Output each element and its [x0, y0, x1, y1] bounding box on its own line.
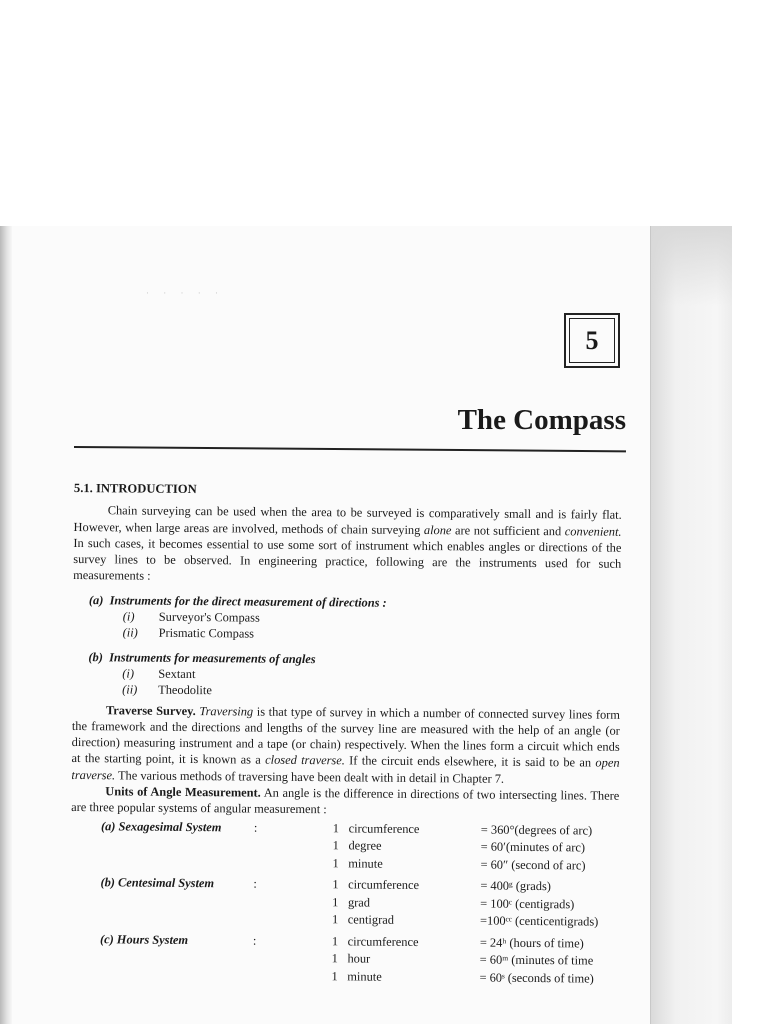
item-text: Surveyor's Compass [158, 609, 260, 625]
traverse-paragraph [71, 702, 620, 788]
item-number: (i) [122, 666, 135, 681]
chapter-number: 5 [569, 318, 615, 363]
group-a-title: Instruments for the direct measurement of directions : [109, 593, 387, 610]
units-paragraph [71, 783, 619, 820]
section-number: 5.1. [73, 480, 93, 496]
unit-name: minute [347, 969, 382, 984]
intro-paragraph [73, 502, 622, 588]
traverse-lead: Traverse Survey. [105, 702, 196, 718]
group-b-title: Instruments for measurements of angles [109, 649, 316, 666]
system-colon: : [253, 876, 257, 891]
instrument-group-a [89, 592, 621, 646]
group-b-label: (b) [88, 649, 103, 664]
unit-count: 1 [332, 894, 339, 909]
outer-white-margin [732, 226, 768, 1024]
traverse-emphasis-1: Traversing [199, 703, 254, 719]
unit-equivalent: = 100ᶜ (centigrads) [480, 896, 575, 912]
section-heading [74, 480, 622, 501]
list-item [123, 625, 621, 646]
item-text: Theodolite [158, 683, 212, 698]
traverse-text-1: is that type of survey in which a number of connected survey lines form the framework and the directions and lengths of the survey line are measured with the help of an angle (or direction) measuring instrument and a tape (or chain) respectively. When the lines form a circuit which ends at the starting point, it is known as a [71, 704, 621, 768]
page-body [70, 480, 622, 988]
unit-equivalent: =100ᶜᶜ (centicentigrads) [479, 913, 599, 929]
unit-equivalent: = 60″ (second of arc) [480, 857, 586, 873]
unit-count: 1 [332, 877, 339, 892]
item-text: Prismatic Compass [158, 626, 255, 641]
unit-equivalent: = 60ᵐ (minutes of time [479, 952, 594, 968]
unit-equivalent: = 400ᵍ (grads) [480, 878, 552, 894]
traverse-emphasis-2: closed traverse. [265, 753, 345, 768]
unit-count: 1 [331, 968, 338, 983]
units-text: An angle is the difference in directions of two intersecting lines. There are three popular systems of angular measurement : [71, 785, 620, 817]
intro-text-2: are not sufficient and [451, 522, 565, 538]
list-item [122, 682, 620, 703]
faint-bleed-through: · · · · · [146, 288, 224, 298]
item-text: Sextant [158, 666, 196, 682]
unit-count: 1 [332, 838, 339, 853]
unit-name: hour [347, 951, 371, 966]
group-a-label: (a) [88, 592, 104, 608]
system-label: (c) Hours System [99, 931, 189, 947]
unit-count: 1 [331, 951, 338, 966]
item-number: (i) [122, 609, 135, 624]
intro-emphasis-2: convenient. [564, 523, 622, 539]
unit-count: 1 [331, 912, 339, 927]
instrument-group-b [88, 649, 620, 703]
unit-count: 1 [332, 820, 340, 835]
unit-equivalent: = 24ʰ (hours of time) [479, 935, 584, 951]
page-right-margin [650, 226, 733, 1024]
chapter-title: The Compass [457, 404, 626, 436]
units-lead: Units of Angle Measurement. [105, 784, 261, 800]
unit-name: degree [348, 838, 382, 853]
system-label: (b) Centesimal System [100, 875, 215, 891]
unit-count: 1 [331, 933, 339, 948]
system-colon: : [252, 933, 257, 948]
unit-name: grad [347, 895, 371, 910]
unit-equivalent: = 60ˢ (seconds of time) [479, 970, 594, 986]
unit-equivalent: = 360°(degrees of arc) [480, 822, 593, 838]
item-number: (ii) [122, 625, 138, 640]
intro-emphasis-1: alone [423, 522, 452, 537]
system-colon: : [253, 820, 258, 835]
unit-name: centigrad [347, 912, 394, 927]
intro-text-3: In such cases, it becomes essential to use some sort of instrument which enables angles or directions of the survey lines to be observed. In engineering practice, following are the instruments used for such measurements : [73, 535, 622, 584]
unit-name: circumference [348, 821, 420, 836]
traverse-emphasis-3: open traverse. [71, 756, 620, 783]
angle-units-table [70, 818, 619, 988]
traverse-text-2: If the circuit ends elsewhere, it is said to be an [344, 753, 596, 771]
unit-name: circumference [348, 877, 420, 893]
section-title: INTRODUCTION [95, 481, 197, 497]
unit-name: circumference [347, 934, 419, 949]
traverse-text-3: The various methods of traversing have been dealt with in detail in Chapter 7. [115, 768, 505, 786]
unit-name: minute [348, 856, 383, 871]
unit-equivalent: = 60′(minutes of arc) [480, 839, 586, 855]
item-number: (ii) [122, 682, 138, 697]
page-left-shadow [0, 226, 12, 1024]
unit-count: 1 [332, 855, 339, 870]
system-label: (a) Sexagesimal System [100, 818, 222, 834]
chapter-number-box [564, 313, 620, 368]
intro-text-1: Chain surveying can be used when the area to be surveyed is comparatively small and is fairly flat. However, when large areas are involved, methods of chain surveying [73, 503, 622, 537]
